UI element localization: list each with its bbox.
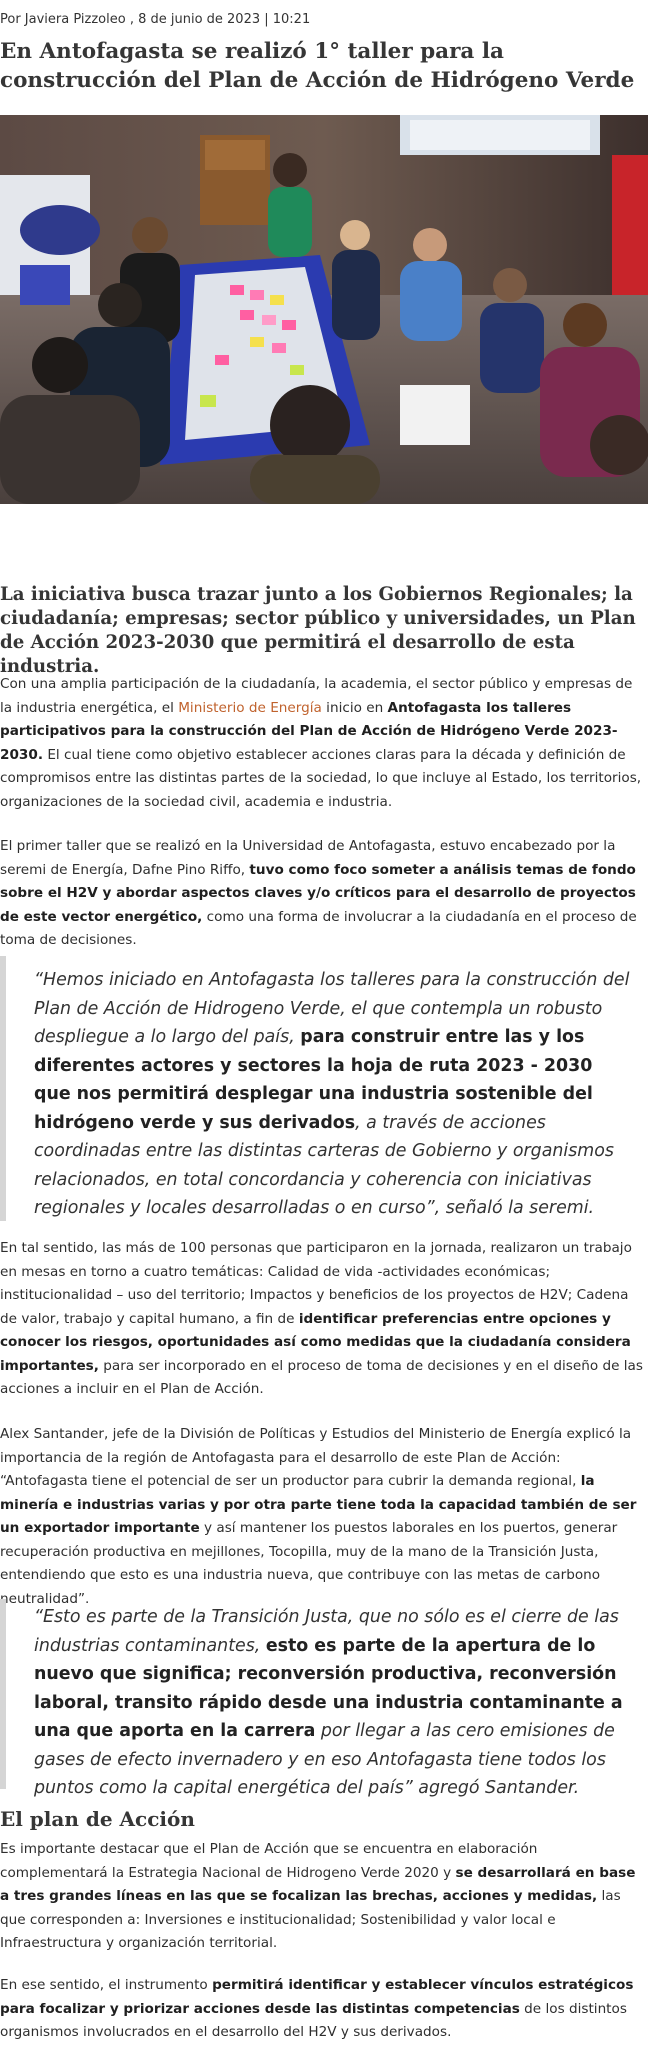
paragraph-intro-text-a: Con una amplia participación de la ciudadanía, la academia, el sector público y empresas de la industria energética, el (0, 676, 633, 716)
paragraph-plan-text-a: Es importante destacar que el Plan de Acción que se encuentra en elaboración complementará la Estrategia Nacional de Hidrogeno Verde 2020 y (0, 1841, 538, 1881)
paragraph-intro (0, 673, 648, 814)
paragraph-plan-bold: se desarrollará en base a tres grandes líneas en las que se focalizan las brechas, acciones y medidas, (0, 1864, 636, 1904)
quote-seremi (0, 956, 648, 1221)
paragraph-instrument-text-a: En ese sentido, el instrumento (0, 1977, 213, 1993)
article-lead: La iniciativa busca trazar junto a los Gobiernos Regionales; la ciudadanía; empresas; sector público y universidades, un Plan de Acción 2023-2030 que permitirá el desarrollo de esta industria. (0, 584, 636, 677)
hero-photo (0, 115, 648, 504)
quote-seremi-text-a: “Hemos iniciado en Antofagasta los talleres para la construcción del Plan de Acción de Hidrogeno Verde, el que contempla un robusto despliegue a lo largo del país, (34, 970, 630, 1047)
article-title: En Antofagasta se realizó 1° taller para la construcción del Plan de Acción de Hidrógeno Verde (0, 39, 635, 93)
paragraph-instrument-bold: permitirá identificar y establecer vínculos estratégicos para focalizar y priorizar acciones desde las distintas competencias (0, 1977, 634, 2017)
paragraph-santander-text-a: Alex Santander, jefe de la División de Políticas y Estudios del Ministerio de Energía explicó la importancia de la región de Antofagasta para el desarrollo de este Plan de Acción: “Antofagasta tiene el potencial de ser un productor para cubrir la demanda regional, (0, 1426, 632, 1489)
byline: Por Javiera Pizzoleo , 8 de junio de 2023 | 10:21 (0, 12, 311, 27)
paragraph-first-workshop (0, 835, 648, 953)
paragraph-first-workshop-bold: tuvo como foco someter a análisis temas de fondo sobre el H2V y abordar aspectos claves y/o críticos para el desarrollo de proyectos de este vector energético, (0, 861, 636, 925)
quote-seremi-bold: para construir entre las y los diferentes actores y sectores la hoja de ruta 2023 - 2030 que nos permitirá desplegar una industria sostenible del hidrógeno verde y sus derivados (34, 1027, 593, 1133)
paragraph-participants-bold: identificar preferencias entre opciones y conocer los riesgos, oportunidades así como medidas que la ciudadanía considera importantes, (0, 1310, 631, 1374)
paragraph-participants (0, 1237, 648, 1402)
paragraph-participants-text-b: para ser incorporado en el proceso de toma de decisiones y en el diseño de las acciones a incluir en el Plan de Acción. (0, 1357, 643, 1397)
paragraph-participants-text-a: En tal sentido, las más de 100 personas que participaron en la jornada, realizaron un trabajo en mesas en torno a cuatro temáticas: Calidad de vida -actividades económicas; institucionalidad – uso del territorio; Impactos y beneficios de los proyectos de H2V; Cadena de valor, trabajo y capital humano, a fin de (0, 1240, 632, 1327)
paragraph-plan (0, 1838, 648, 1956)
section-title-plan: El plan de Acción (0, 1807, 195, 1831)
paragraph-instrument-text-b: de los distintos organismos involucrados en el desarrollo del H2V y sus derivados. (0, 2000, 627, 2040)
ministerio-energia-link[interactable]: Ministerio de Energía (178, 699, 322, 716)
paragraph-instrument (0, 1974, 648, 2045)
paragraph-plan-text-b: las que corresponden a: Inversiones e institucionalidad; Sostenibilidad y valor local e Infraestructura y organización territorial. (0, 1888, 621, 1951)
paragraph-first-workshop-text-a: El primer taller que se realizó en la Universidad de Antofagasta, estuvo encabezado por la seremi de Energía, Dafne Pino Riffo, (0, 838, 616, 878)
paragraph-santander (0, 1423, 648, 1611)
quote-santander-text-a: “Esto es parte de la Transición Justa, que no sólo es el cierre de las industrias contaminantes, (34, 1607, 619, 1656)
paragraph-santander-bold: la minería e industrias varias y por otra parte tiene toda la capacidad también de ser un exportador importante (0, 1473, 637, 1536)
paragraph-intro-text-c: El cual tiene como objetivo establecer acciones claras para la década y definición de compromisos entre las distintas partes de la sociedad, lo que incluye al Estado, los territorios, organizaciones de la sociedad civil, academia e industria. (0, 746, 642, 810)
paragraph-intro-bold: Antofagasta los talleres participativos para la construcción del Plan de Acción de Hidrógeno Verde 2023-2030. (0, 699, 618, 763)
quote-seremi-text-b: , a través de acciones coordinadas entre las distintas carteras de Gobierno y organismos relacionados, en total concordancia y coherencia con iniciativas regionales y locales desarrolladas o en curso”, señaló la seremi. (34, 1112, 614, 1218)
workshop-photo-illustration (0, 115, 648, 504)
quote-santander-text-b: por llegar a las cero emisiones de gases de efecto invernadero y en eso Antofagasta tiene todos los puntos como la capital energética del país” agregó Santander. (34, 1721, 615, 1798)
paragraph-intro-text-b: inicio en (321, 699, 388, 716)
paragraph-santander-text-b: y así mantener los puestos laborales en los puertos, generar recuperación productiva en mejillones, Tocopilla, muy de la mano de la Transición Justa, entendiendo que esto es una industria nueva, que contribuye con las metas de carbono neutralidad”. (0, 1520, 618, 1607)
quote-santander-bold: esto es parte de la apertura de lo nuevo que significa; reconversión productiva, reconversión laboral, transito rápido desde una industria contaminante a una que aporta en la carrera (34, 1635, 623, 1741)
paragraph-first-workshop-text-b: como una forma de involucrar a la ciudadanía en el proceso de toma de decisiones. (0, 908, 637, 948)
quote-santander (0, 1599, 648, 1798)
